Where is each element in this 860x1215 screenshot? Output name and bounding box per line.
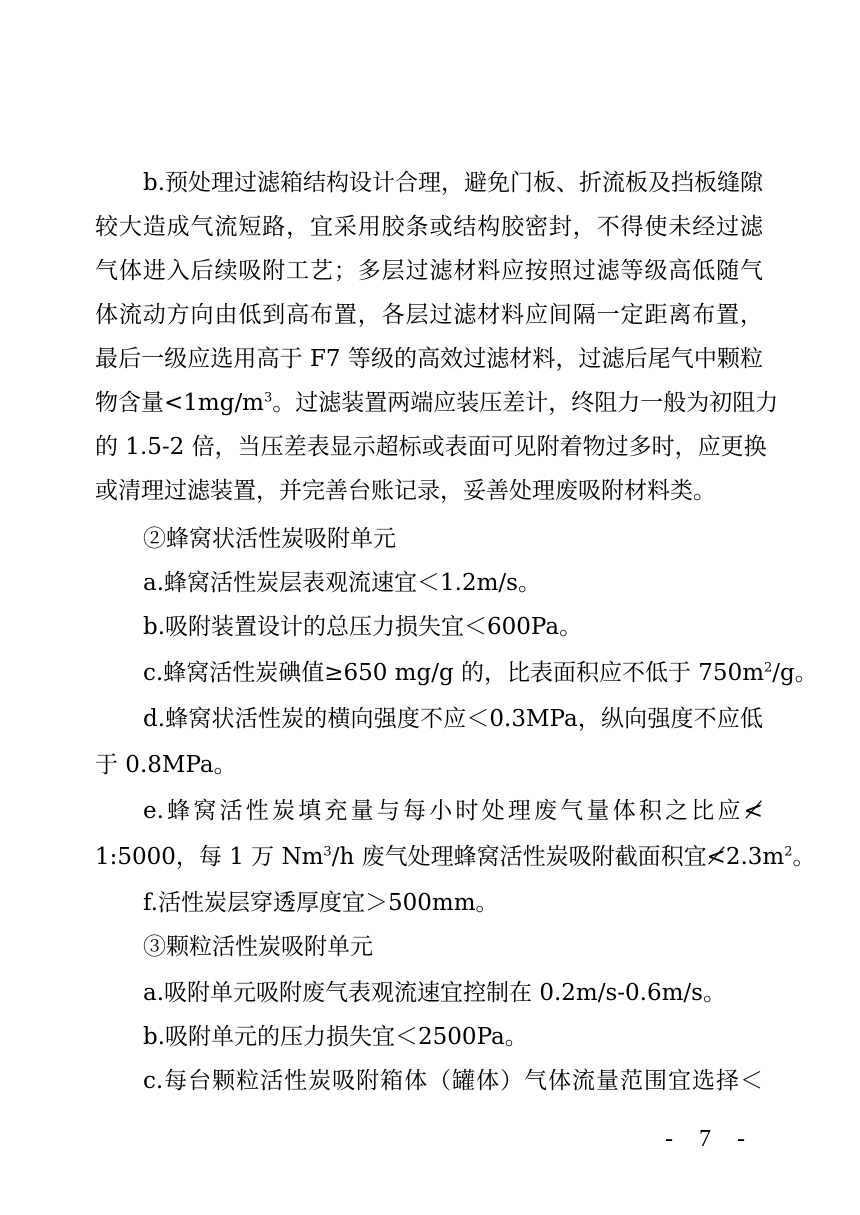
paragraph-b-line-1: b.预处理过滤箱结构设计合理，避免门板、折流板及挡板缝隙 [143,170,764,196]
text-segment: 。过滤装置两端应装压差计，终阻力一般为初阻力 [272,390,779,416]
superscript: 3 [264,390,273,406]
superscript: 2 [764,660,773,676]
section-2-item-e-line-2 [95,842,816,872]
paragraph-b-line-5: 最后一级应选用高于 F7 等级的高效过滤材料，过滤后尾气中颗粒 [95,346,763,372]
section-2-item-e-line-1: e.蜂窝活性炭填充量与每小时处理废气量体积之比应≮ [143,798,763,824]
section-3-item-b: b.吸附单元的压力损失宜＜2500Pa。 [143,1024,528,1050]
section-2-item-c [95,658,818,688]
paragraph-b-line-2: 较大造成气流短路，宜采用胶条或结构胶密封，不得使未经过滤 [95,214,763,240]
text-segment: 。 [792,844,816,870]
text-segment: /h 废气处理蜂窝活性炭吸附截面积宜≮2.3m [331,844,785,870]
paragraph-b-line-7: 的 1.5-2 倍，当压差表显示超标或表面可见附着物过多时，应更换 [95,434,767,460]
text-segment: /g。 [772,660,818,686]
paragraph-b-line-4: 体流动方向由低到高布置，各层过滤材料应间隔一定距离布置， [95,302,763,328]
section-2-heading: ②蜂窝状活性炭吸附单元 [143,526,396,552]
section-2-item-a: a.蜂窝活性炭层表观流速宜＜1.2m/s。 [143,570,541,596]
page-number: - 7 - [665,1126,755,1152]
superscript: 2 [784,844,793,860]
paragraph-b-line-8: 或清理过滤装置，并完善台账记录，妥善处理废吸附材料类。 [95,478,716,504]
text-segment: 1:5000，每 1 万 Nm [95,844,324,870]
section-2-item-b: b.吸附装置设计的总压力损失宜＜600Pa。 [143,614,583,640]
text-segment: c.蜂窝活性炭碘值≥650 mg/g 的，比表面积应不低于 750m [143,660,765,686]
section-3-item-c: c.每台颗粒活性炭吸附箱体（罐体）气体流量范围宜选择＜ [143,1068,763,1094]
paragraph-b-line-3: 气体进入后续吸附工艺；多层过滤材料应按照过滤等级高低随气 [95,258,763,284]
section-2-item-f: f.活性炭层穿透厚度宜＞500mm。 [143,890,499,916]
section-3-item-a: a.吸附单元吸附废气表观流速宜控制在 0.2m/s-0.6m/s。 [143,980,726,1006]
paragraph-b-line-6 [95,388,779,418]
section-2-item-d-line-2: 于 0.8MPa。 [95,752,237,778]
section-2-item-d-line-1: d.蜂窝状活性炭的横向强度不应＜0.3MPa，纵向强度不应低 [143,706,763,732]
text-segment: 物含量<1mg/m [95,390,264,416]
superscript: 3 [323,844,332,860]
section-3-heading: ③颗粒活性炭吸附单元 [143,934,373,960]
